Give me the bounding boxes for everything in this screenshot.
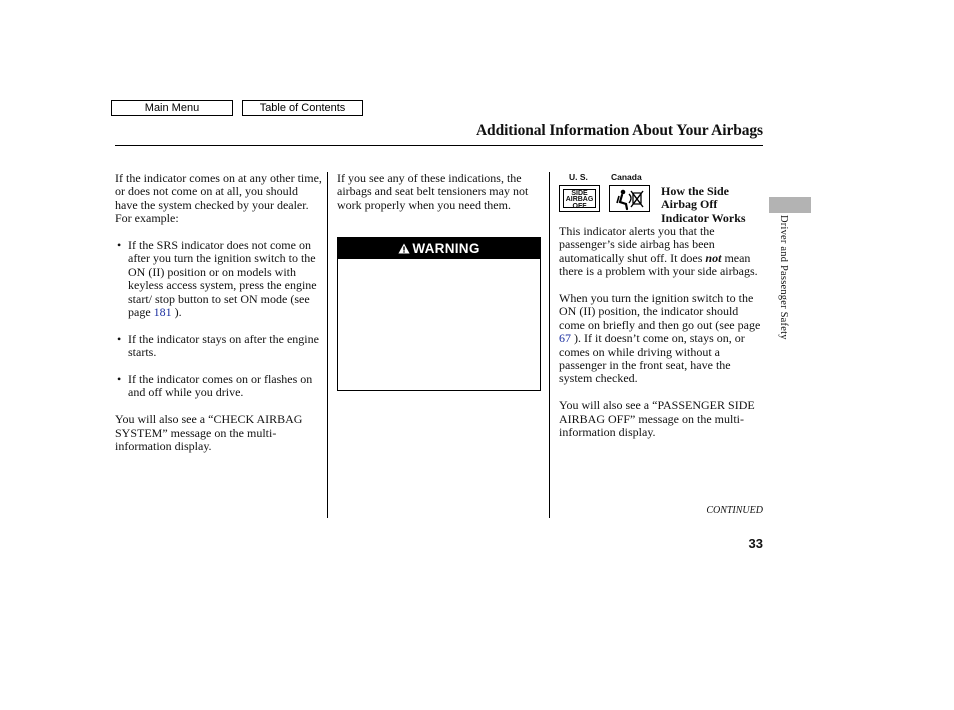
seated-passenger-airbag-off-icon — [609, 185, 650, 212]
bullet-text: If the indicator comes on or flashes on and off while you drive. — [128, 372, 313, 400]
title-divider — [115, 145, 763, 146]
column-right — [559, 225, 764, 439]
indicator-text: OFF — [572, 202, 587, 210]
list-item — [115, 239, 323, 319]
page-title: Additional Information About Your Airbags — [475, 122, 763, 139]
bullet-icon: • — [117, 372, 122, 387]
main-menu-button[interactable]: Main Menu — [111, 100, 233, 116]
section-heading: How the Side Airbag Off Indicator Works — [661, 184, 746, 225]
column-divider — [549, 172, 550, 518]
bullet-icon: • — [117, 331, 122, 346]
passenger-airbag-off-symbol — [610, 186, 649, 211]
warning-label: WARNING — [412, 241, 480, 256]
table-of-contents-button[interactable]: Table of Contents — [242, 100, 363, 116]
canada-label: Canada — [611, 172, 642, 182]
bullet-text-end: ). — [171, 305, 182, 320]
side-airbag-off-indicator-icon — [559, 185, 600, 212]
col3-paragraph-3: You will also see a “PASSENGER SIDE AIRBAG OFF” message on the multi-information display. — [559, 398, 755, 440]
section-tab-marker — [769, 197, 811, 213]
col2-intro: If you see any of these indications, the airbags and seat belt tensioners may not work properly when you need them. — [337, 171, 529, 212]
col3-paragraph-1: This indicator alerts you that the passenger’s side airbag has been automatically shut off. It does not mean there is a problem with your side airbags. — [559, 224, 758, 279]
bullet-icon: • — [117, 238, 122, 253]
col3-paragraph-2: When you turn the ignition switch to the ON (II) position, the indicator should come on briefly and then go out (see page 67 ). If it doesn’t come on, stays on, or comes on while driving without a passenger in the front seat, have the system checked. — [559, 291, 761, 386]
col1-intro: If the indicator comes on at any other time, or does not come on at all, you should have the system checked by your dealer. For example: — [115, 171, 322, 226]
warning-box — [337, 237, 541, 391]
section-tab-label: Driver and Passenger Safety — [778, 215, 789, 340]
continued-label: CONTINUED — [706, 505, 763, 516]
indicator-text: AIRBAG — [565, 196, 594, 204]
column-divider — [327, 172, 328, 518]
col1-closing: You will also see a “CHECK AIRBAG SYSTEM” message on the multi-information display. — [115, 412, 303, 454]
page-link-181[interactable]: 181 — [153, 305, 172, 320]
bullet-text: If the SRS indicator does not come on after you turn the ignition switch to the ON (II) position or on models with keyless access system, press the engine start/ stop button to set ON mode (see page — [128, 238, 317, 320]
warning-triangle-icon — [398, 243, 410, 254]
column-left — [115, 172, 323, 453]
us-label: U. S. — [569, 172, 588, 182]
column-middle — [337, 172, 541, 212]
bullet-text: If the indicator stays on after the engine starts. — [128, 331, 319, 360]
list-item — [115, 373, 323, 400]
indicator-text: SIDE — [571, 189, 588, 197]
list-item — [115, 333, 323, 360]
page-link-67[interactable]: 67 — [559, 331, 571, 346]
warning-header — [338, 238, 540, 259]
page-number: 33 — [748, 536, 763, 551]
emphasis-not: not — [705, 250, 722, 265]
